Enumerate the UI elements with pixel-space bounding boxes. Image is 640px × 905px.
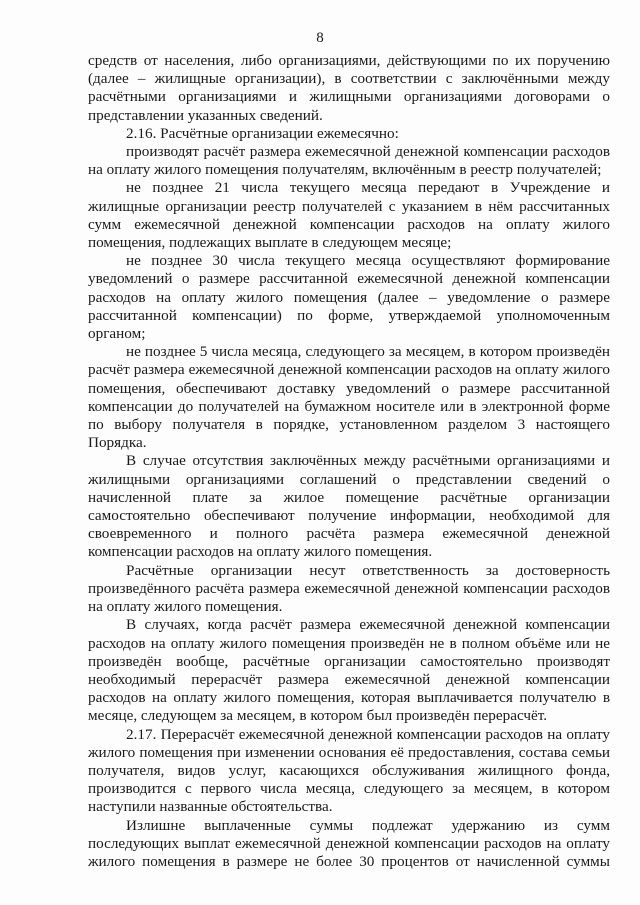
paragraph-clause-2-16: 2.16. Расчётные организации ежемесячно: [126, 124, 399, 142]
page-number: 8 [316, 30, 324, 46]
paragraph-notification-item: не позднее 30 числа текущего месяца осуществляют формирование уведомлений о размере рассчитанной ежемесячной денежной компенсации расходов на оплату жилого помещения (далее – уведомление о размере рассчитанной компенсации) по форме, утверждаемой уполномоченным органом; [88, 252, 610, 343]
paragraph-overpayment: Излишне выплаченные суммы подлежат удержанию из сумм последующих выплат ежемесячной денежной компенсации расходов на оплату жилого помещения в размере не более 30 процентов от начисленной суммы [88, 816, 610, 870]
paragraph-responsibility: Расчётные организации несут ответственность за достоверность произведённого расчёта размера ежемесячной денежной компенсации расходов на оплату жилого помещения. [88, 561, 610, 616]
paragraph-clause-2-17: 2.17. Перерасчёт ежемесячной денежной компенсации расходов на оплату жилого помещения при изменении основания её предоставления, состава семьи получателя, видов услуг, касающихся обслуживания жилищного фонда, производится с первого числа месяца, следующего за месяцем, в котором наступили названные обстоятельства. [88, 725, 610, 816]
paragraph-continuation: средств от населения, либо организациями, действующими по их поручению (далее – жилищные организации), в соответствии с заключёнными между расчётными организациями и жилищными организациями договорами о представлении указанных сведений. [88, 52, 610, 124]
document-body [88, 52, 610, 871]
paragraph-delivery-item: не позднее 5 числа месяца, следующего за месяцем, в котором произведён расчёт размера ежемесячной денежной компенсации расходов на оплату жилого помещения, обеспечивают доставку уведомлений о размере рассчитанной компенсации до получателей на бумажном носителе или в электронной форме по выбору получателя в порядке, установленном разделом 3 настоящего Порядка. [88, 343, 610, 452]
paragraph-register-item: не позднее 21 числа текущего месяца передают в Учреждение и жилищные организации реестр получателей с указанием в нём рассчитанных сумм ежемесячной денежной компенсации расходов на оплату жилого помещения, подлежащих выплате в следующем месяце; [88, 179, 610, 252]
paragraph-recalculation: В случаях, когда расчёт размера ежемесячной денежной компенсации расходов на оплату жилого помещения произведён не в полном объёме или не произведён вообще, расчётные организации самостоятельно производят необходимый перерасчёт размера ежемесячной денежной компенсации расходов на оплату жилого помещения, которая выплачивается получателю в месяце, следующем за месяцем, в котором был произведён перерасчёт. [88, 616, 610, 725]
paragraph-absence-agreement: В случае отсутствия заключённых между расчётными организациями и жилищными организациями соглашений о представлении сведений о начисленной плате за жилое помещение расчётные организации самостоятельно обеспечивают получение информации, необходимой для своевременного и полного расчёта размера ежемесячной денежной компенсации расходов на оплату жилого помещения. [88, 452, 610, 561]
paragraph-calc-item: производят расчёт размера ежемесячной денежной компенсации расходов на оплату жилого помещения получателям, включённым в реестр получателей; [88, 143, 610, 179]
